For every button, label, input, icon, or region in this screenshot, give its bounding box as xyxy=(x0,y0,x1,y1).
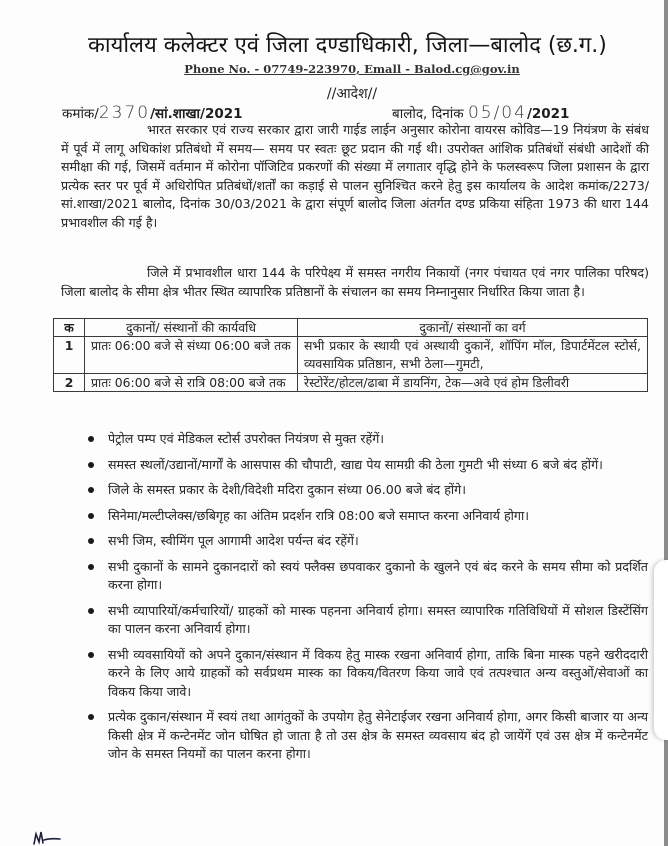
handwritten-order-number: 2370 xyxy=(98,103,151,123)
bullet-icon xyxy=(88,487,94,493)
contact-line: Phone No. - 07749-223970, Emall - Balod.cg@gov.in xyxy=(184,62,520,76)
date-year: /2021 xyxy=(526,106,570,122)
table-cell-serial: 1 xyxy=(54,337,85,374)
order-heading: //आदेश// xyxy=(326,86,378,102)
paragraph-timing-text: जिले में प्रभावशील धारा 144 के परिपेक्ष्य में समस्त नगरीय निकायों (नगर पंचायत एवं नगर पालिका परिषद) जिला बालोद के सीमा क्षेत्र भीतर स्थित व्यापारिक प्रतिष्ठानों के संचालन का समय निम्नानुसार निर्धारित किया जाता है। xyxy=(61,265,649,299)
schedule-table xyxy=(53,318,648,392)
handwritten-date: 05/04 xyxy=(467,103,527,123)
table-header-serial: क xyxy=(54,319,85,337)
place-date-prefix: बालोद, दिनांक xyxy=(392,106,464,122)
rules-list xyxy=(88,430,648,771)
table-header-row xyxy=(54,319,648,337)
list-item: सभी व्यापारियों/कर्मचारियों/ ग्राहकों को मास्क पहनना अनिवार्य होगा। समस्त व्यापारिक गतिविधियों में सोशल डिस्टेंसिंग का पालन करना अनिवार्य होगा। xyxy=(88,602,648,639)
table-header-category: दुकानों/ संस्थानों का वर्ग xyxy=(298,319,648,337)
table-cell-category: सभी प्रकार के स्थायी एवं अस्थायी दुकानें, शॉपिंग मॉल, डिपार्टमेंटल स्टोर्स, व्यवसायिक प्रतिष्ठान, सभी ठेला—गुमटी, xyxy=(298,337,648,374)
table-row xyxy=(54,337,648,374)
list-item: सभी दुकानों के सामने दुकानदारों को स्वयं फ्लैक्स छपवाकर दुकानो के खुलने एवं बंद करने के समय सीमा को प्रदर्शित करना होगा। xyxy=(88,558,648,595)
paragraph-intro xyxy=(61,121,649,233)
bullet-icon xyxy=(88,538,94,544)
order-number-suffix: /सां.शाखा/2021 xyxy=(150,106,243,122)
bullet-icon xyxy=(88,436,94,442)
list-item: सभी व्यवसायियों को अपने दुकान/संस्थान में विकय हेतु मास्क रखना अनिवार्य होगा, ताकि बिना मास्क पहने खरीददारी करने के लिए आये ग्राहकों को सर्वप्रथम मास्क का विकय/वितरण किया जावे एवं तत्पश्चात अन्य वस्तुओं/सेवाओं का विकय किया जावे। xyxy=(88,646,648,702)
table-cell-category: रेस्टोरेंट/होटल/ढाबा में डायनिंग, टेक—अवे एवं होम डिलीवरी xyxy=(298,373,648,392)
office-title: कार्यालय कलेक्टर एवं जिला दण्डाधिकारी, जिला—बालोद (छ.ग.) xyxy=(88,33,607,58)
list-item: सभी जिम, स्वीमिंग पूल आगामी आदेश पर्यन्त बंद रहेंगें। xyxy=(88,532,648,551)
table-header-duration: दुकानों/ संस्थानों की कार्यवधि xyxy=(85,319,298,337)
list-item: प्रत्येक दुकान/संस्थान में स्वयं तथा आगंतुकों के उपयोग हेतु सेनेटाईजर रखना अनिवार्य होगा, अगर किसी बाजार या अन्य किसी क्षेत्र में कन्टेनमेंट जोन घोषित हो जाता है तो उस क्षेत्र के समस्त व्यवसाय बंद हो जायेंगें एवं उस क्षेत्र में कन्टेनमेंट जोन के समस्त नियमों का पालन करना होगा। xyxy=(88,708,648,764)
bullet-icon xyxy=(88,608,94,614)
table-cell-serial: 2 xyxy=(54,373,85,392)
bullet-icon xyxy=(88,652,94,658)
order-number-prefix: कमांक/ xyxy=(62,106,99,122)
table-row xyxy=(54,373,648,392)
list-item: सिनेमा/मल्टीप्लेक्स/छबिगृह का अंतिम प्रदर्शन रात्रि 08:00 बजे समाप्त करना अनिवार्य होगा। xyxy=(88,507,648,526)
list-item: समस्त स्थलों/उद्यानों/मार्गों के आसपास की चौपाटी, खाद्य पेय सामग्री की ठेला गुमटी भी संध्या 6 बजे बंद होंगें। xyxy=(88,456,648,475)
table-cell-duration: प्रातः 06:00 बजे से संध्या 06:00 बजे तक xyxy=(85,337,298,374)
paragraph-intro-text: भारत सरकार एवं राज्य सरकार द्वारा जारी गाईड लाईन अनुसार कोरोना वायरस कोविड—19 नियंत्रण के संबंध में पूर्व में लागू अधिकांश प्रतिबंधो में समय— समय पर स्वतः छूट प्रदान की गई थी। उपरोक्त आंशिक प्रतिबंधों संबंधी आदेशों की समीक्षा की गई, जिसमें वर्तमान में कोरोना पॉजिटिव प्रकरणों की संख्या में लगातार वृद्धि होने के फलस्वरूप जिला प्रशासन के द्वारा प्रत्येक स्तर पर पूर्व में अधिरोपित प्रतिबंधों/शर्तों का कड़ाई से पालन सुनिश्चित करने हेतु इस कार्यालय के आदेश कमांक/2273/सां.शाखा/2021 बालोद, दिनांक 30/03/2021 के द्वारा संपूर्ण बालोद जिला अंतर्गत दण्ड प्रकिया संहिता 1973 की धारा 144 प्रभावशील की गई है। xyxy=(61,122,649,230)
bullet-icon xyxy=(88,513,94,519)
table-cell-duration: प्रातः 06:00 बजे से रात्रि 08:00 बजे तक xyxy=(85,373,298,392)
list-item: पेट्रोल पम्प एवं मेडिकल स्टोर्स उपरोक्त नियंत्रण से मुक्त रहेंगें। xyxy=(88,430,648,449)
scroll-handle[interactable] xyxy=(654,560,668,740)
bullet-icon xyxy=(88,714,94,720)
signature-mark xyxy=(30,828,80,846)
paragraph-timing xyxy=(61,264,649,301)
bullet-icon xyxy=(88,564,94,570)
list-item: जिले के समस्त प्रकार के देशी/विदेशी मदिरा दुकान संध्या 06.00 बजे बंद होंगे। xyxy=(88,481,648,500)
bullet-icon xyxy=(88,462,94,468)
